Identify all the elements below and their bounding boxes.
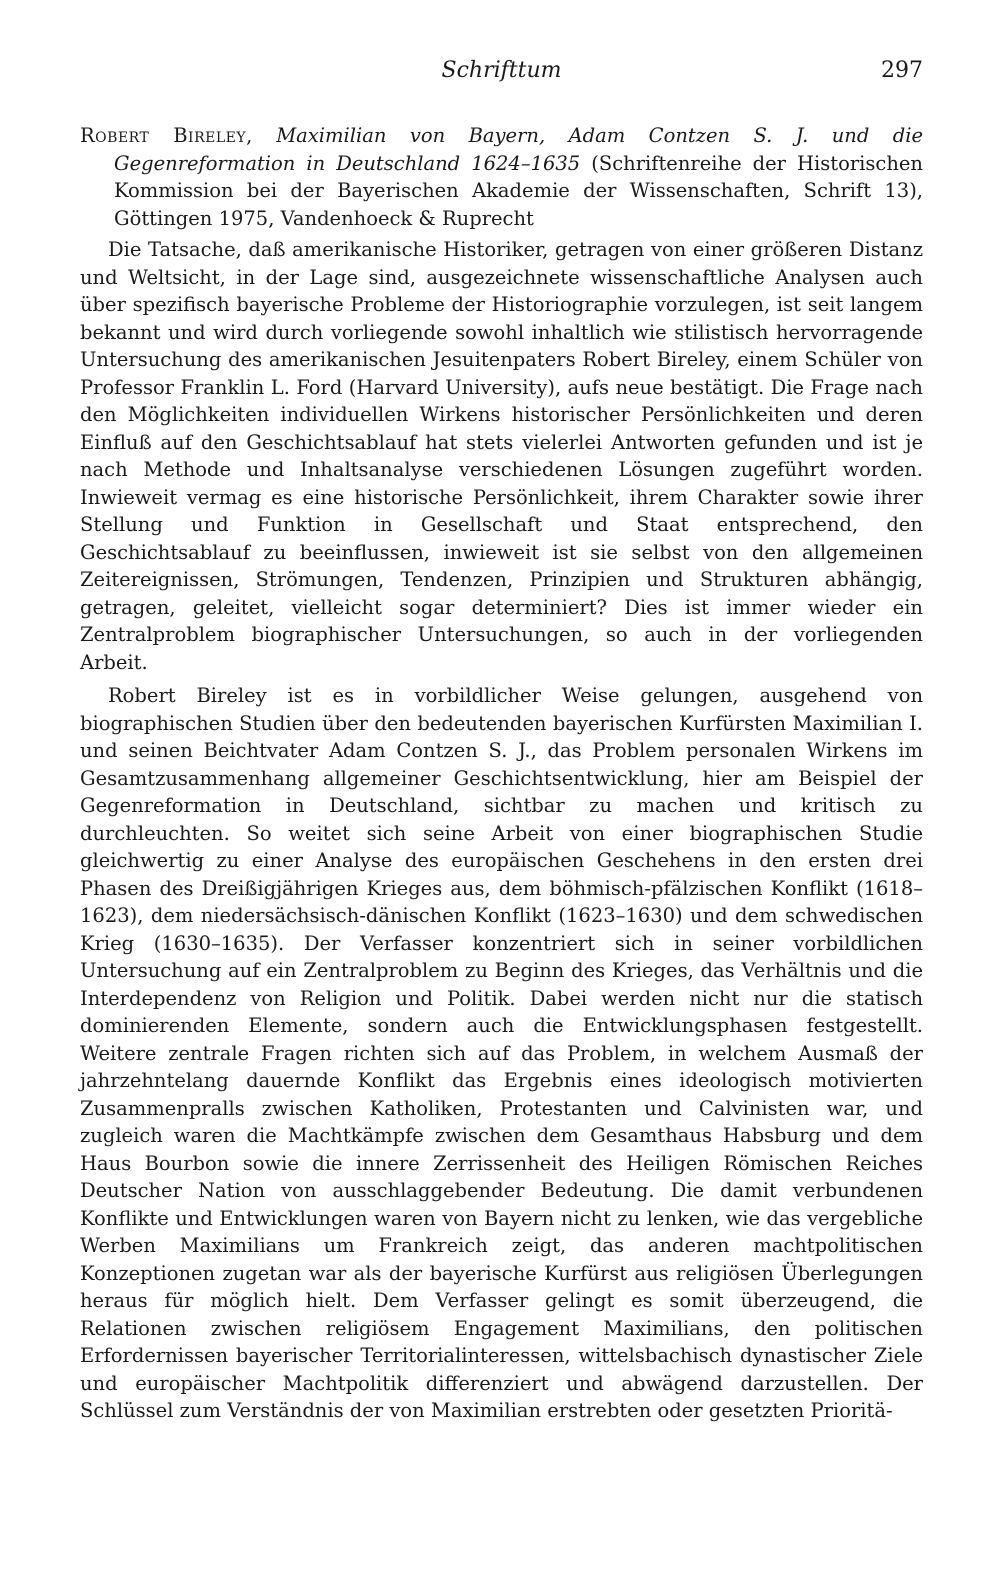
document-page bbox=[80, 58, 923, 1431]
citation-details: (Schriftenreihe der Historischen Kommission bei der Bayerischen Akademie der Wissenschaften, Schrift 13), Göttingen 1975, Vandenhoeck & Ruprecht bbox=[114, 151, 923, 230]
page-header bbox=[80, 58, 923, 92]
paragraph: Die Tatsache, daß amerikanische Historiker, getragen von einer größeren Distanz und Weltsicht, in der Lage sind, ausgezeichnete wissenschaftliche Analysen auch über spezifisch bayerische Probleme der Historiographie vorzulegen, ist seit langem bekannt und wird durch vorliegende sowohl inhaltlich wie stilistisch hervorragende Untersuchung des amerikanischen Jesuitenpaters Robert Bireley, einem Schüler von Professor Franklin L. Ford (Harvard University), aufs neue bestätigt. Die Frage nach den Möglichkeiten individuellen Wirkens historischer Persönlichkeiten und deren Einfluß auf den Geschichtsablauf hat stets vielerlei Antworten gefunden und ist je nach Methode und Inhaltsanalyse verschiedenen Lösungen zugeführt worden. Inwieweit vermag es eine historische Persönlichkeit, ihrem Charakter sowie ihrer Stellung und Funktion in Gesellschaft und Staat entsprechend, den Geschichtsablauf zu beeinflussen, inwieweit ist sie selbst von den allgemeinen Zeitereignissen, Strömungen, Tendenzen, Prinzipien und Strukturen abhängig, getragen, geleitet, vielleicht sogar determiniert? Dies ist immer wieder ein Zentralproblem biographischer Untersuchungen, so auch in der vorliegenden Arbeit. bbox=[80, 238, 923, 674]
paragraph: Robert Bireley ist es in vorbildlicher Weise gelungen, ausgehend von biographischen Studien über den bedeutenden bayerischen Kurfürsten Maximilian I. und seinen Beichtvater Adam Contzen S. J., das Problem personalen Wirkens im Gesamtzusammenhang allgemeiner Geschichtsentwicklung, hier am Beispiel der Gegenreformation in Deutschland, sichtbar zu machen und kritisch zu durchleuchten. So weitet sich seine Arbeit von einer biographischen Studie gleichwertig zu einer Analyse des europäischen Geschehens in den ersten drei Phasen des Dreißigjährigen Krieges aus, dem böhmisch-pfälzischen Konflikt (1618–1623), dem niedersächsisch-dänischen Konflikt (1623–1630) und dem schwedischen Krieg (1630–1635). Der Verfasser konzentriert sich in seiner vorbildlichen Untersuchung auf ein Zentralproblem zu Beginn des Krieges, das Verhältnis und die Interdependenz von Religion und Politik. Dabei werden nicht nur die statisch dominierenden Elemente, sondern auch die Entwicklungsphasen festgestellt. Weitere zentrale Fragen richten sich auf das Problem, in welchem Ausmaß der jahrzehntelang dauernde Konflikt das Ergebnis eines ideologisch motivierten Zusammenpralls zwischen Katholiken, Protestanten und Calvinisten war, und zugleich waren die Machtkämpfe zwischen dem Gesamthaus Habsburg und dem Haus Bourbon sowie die innere Zerrissenheit des Heiligen Römischen Reiches Deutscher Nation von ausschlaggebender Bedeutung. Die damit verbundenen Konflikte und Entwicklungen waren von Bayern nicht zu lenken, wie das vergebliche Werben Maximilians um Frankreich zeigt, das anderen machtpolitischen Konzeptionen zugetan war als der bayerische Kurfürst aus religiösen Überlegungen heraus für möglich hielt. Dem Verfasser gelingt es somit überzeugend, die Relationen zwischen religiösem Engagement Maximilians, den politischen Erfordernissen bayerischer Territorialinteressen, wittelsbachisch dynastischer Ziele und europäischer Machtpolitik differenziert und abwägend darzustellen. Der Schlüssel zum Verständnis der von Maximilian erstrebten oder gesetzten Prioritä- bbox=[80, 684, 923, 1422]
running-head: Schrifttum bbox=[441, 58, 562, 83]
citation-author: Robert Bireley, bbox=[80, 124, 253, 147]
citation-title: Maximilian von Bayern, Adam Contzen S. J. und die Gegenreformation in Deutschland 1624–1635 bbox=[114, 124, 923, 175]
body-text bbox=[80, 122, 923, 1425]
page-number: 297 bbox=[881, 58, 923, 83]
bibliographic-citation bbox=[80, 122, 923, 232]
